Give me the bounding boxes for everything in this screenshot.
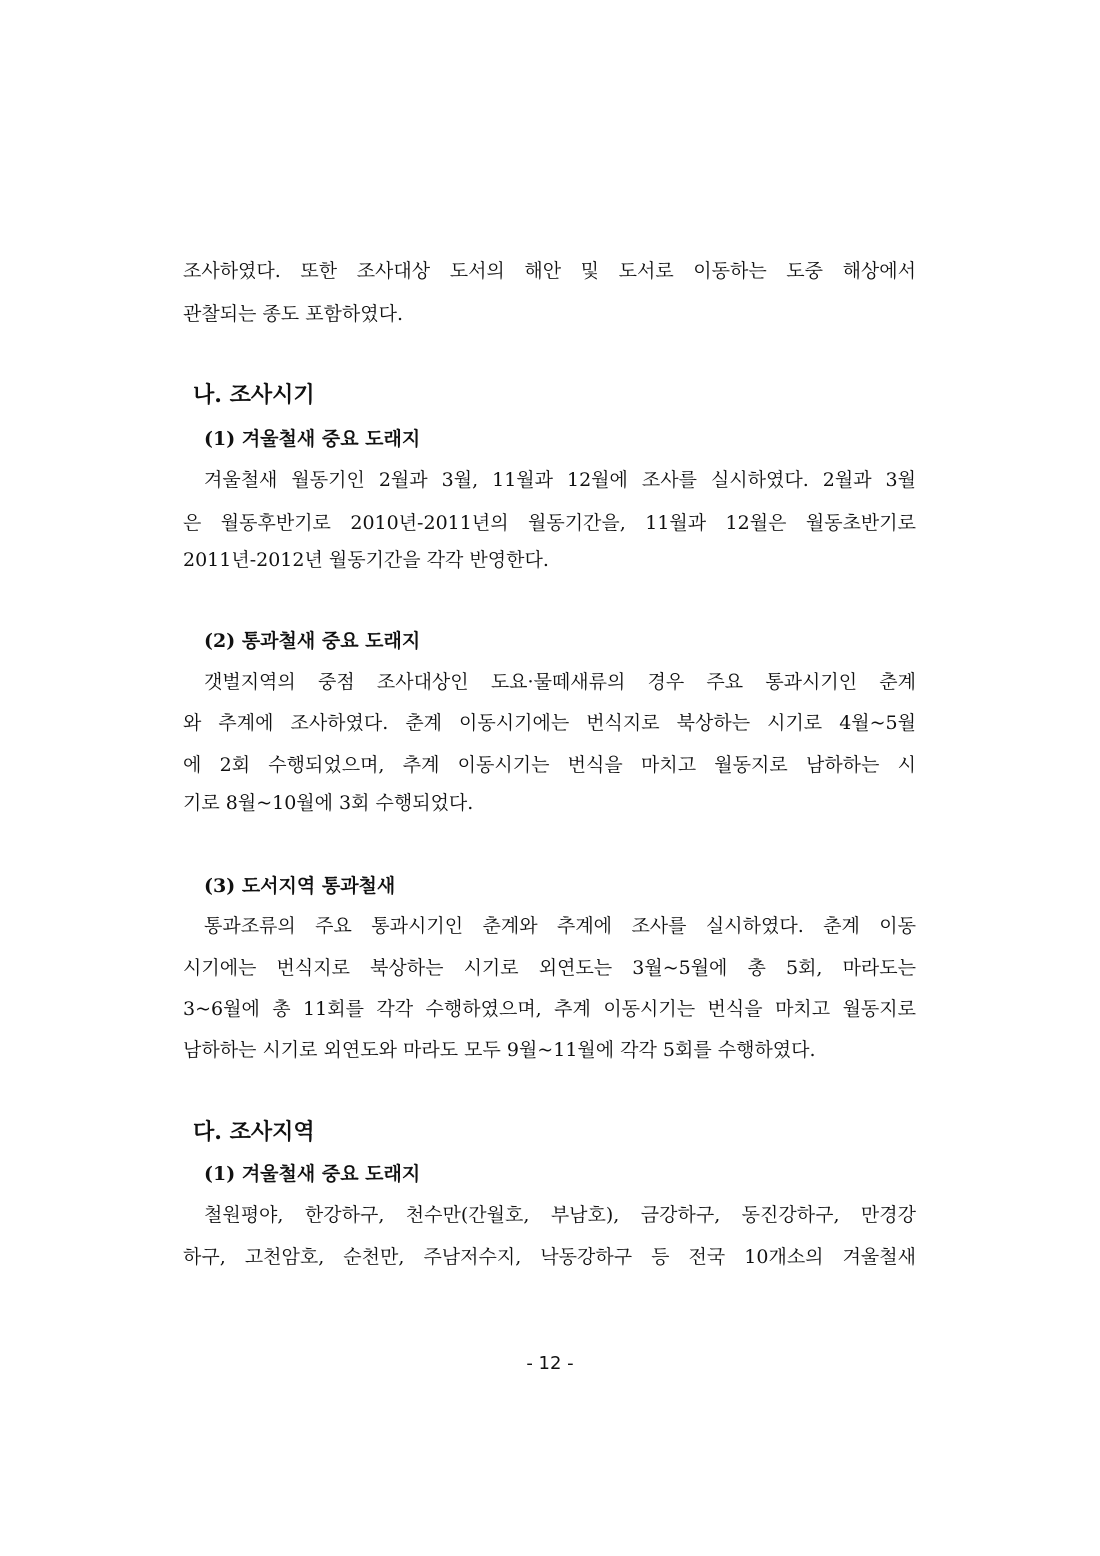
- body-text-line: 하구, 고천암호, 순천만, 주남저수지, 낙동강하구 등 전국 10개소의 겨울철새: [183, 1246, 916, 1268]
- body-text-line: 3~6월에 총 11회를 각각 수행하였으며, 추계 이동시기는 번식을 마치고 월동지로: [183, 998, 916, 1020]
- body-text-line: 남하하는 시기로 외연도와 마라도 모두 9월~11월에 각각 5회를 수행하였다.: [183, 1039, 816, 1061]
- body-text-line: 조사하였다. 또한 조사대상 도서의 해안 및 도서로 이동하는 도중 해상에서: [183, 260, 916, 282]
- subsection-heading-winter-migrants-area: (1) 겨울철새 중요 도래지: [204, 1163, 421, 1185]
- subsection-heading-winter-migrants: (1) 겨울철새 중요 도래지: [204, 428, 421, 450]
- body-text-line: 관찰되는 종도 포함하였다.: [183, 303, 404, 325]
- body-text-line: 철원평야, 한강하구, 천수만(간월호, 부남호), 금강하구, 동진강하구, 만경강: [204, 1204, 916, 1226]
- body-text-line: 갯벌지역의 중점 조사대상인 도요·물떼새류의 경우 주요 통과시기인 춘계: [204, 671, 916, 693]
- body-text-line: 은 월동후반기로 2010년-2011년의 월동기간을, 11월과 12월은 월동초반기로: [183, 512, 916, 534]
- body-text-line: 2011년-2012년 월동기간을 각각 반영한다.: [183, 549, 549, 571]
- body-text-line: 에 2회 수행되었으며, 추계 이동시기는 번식을 마치고 월동지로 남하하는 시: [183, 754, 916, 776]
- body-text-line: 겨울철새 월동기인 2월과 3월, 11월과 12월에 조사를 실시하였다. 2월과 3월: [204, 469, 916, 491]
- section-heading-survey-period: 나. 조사시기: [193, 382, 315, 408]
- subsection-heading-island-passage-migrants: (3) 도서지역 통과철새: [204, 875, 396, 897]
- page-number: - 12 -: [526, 1353, 574, 1374]
- subsection-heading-passage-migrants: (2) 통과철새 중요 도래지: [204, 630, 421, 652]
- body-text-line: 통과조류의 주요 통과시기인 춘계와 추계에 조사를 실시하였다. 춘계 이동: [204, 915, 916, 937]
- body-text-line: 와 추계에 조사하였다. 춘계 이동시기에는 번식지로 북상하는 시기로 4월~5월: [183, 712, 916, 734]
- body-text-line: 시기에는 번식지로 북상하는 시기로 외연도는 3월~5월에 총 5회, 마라도는: [183, 957, 916, 979]
- section-heading-survey-area: 다. 조사지역: [193, 1119, 315, 1145]
- body-text-line: 기로 8월~10월에 3회 수행되었다.: [183, 792, 474, 814]
